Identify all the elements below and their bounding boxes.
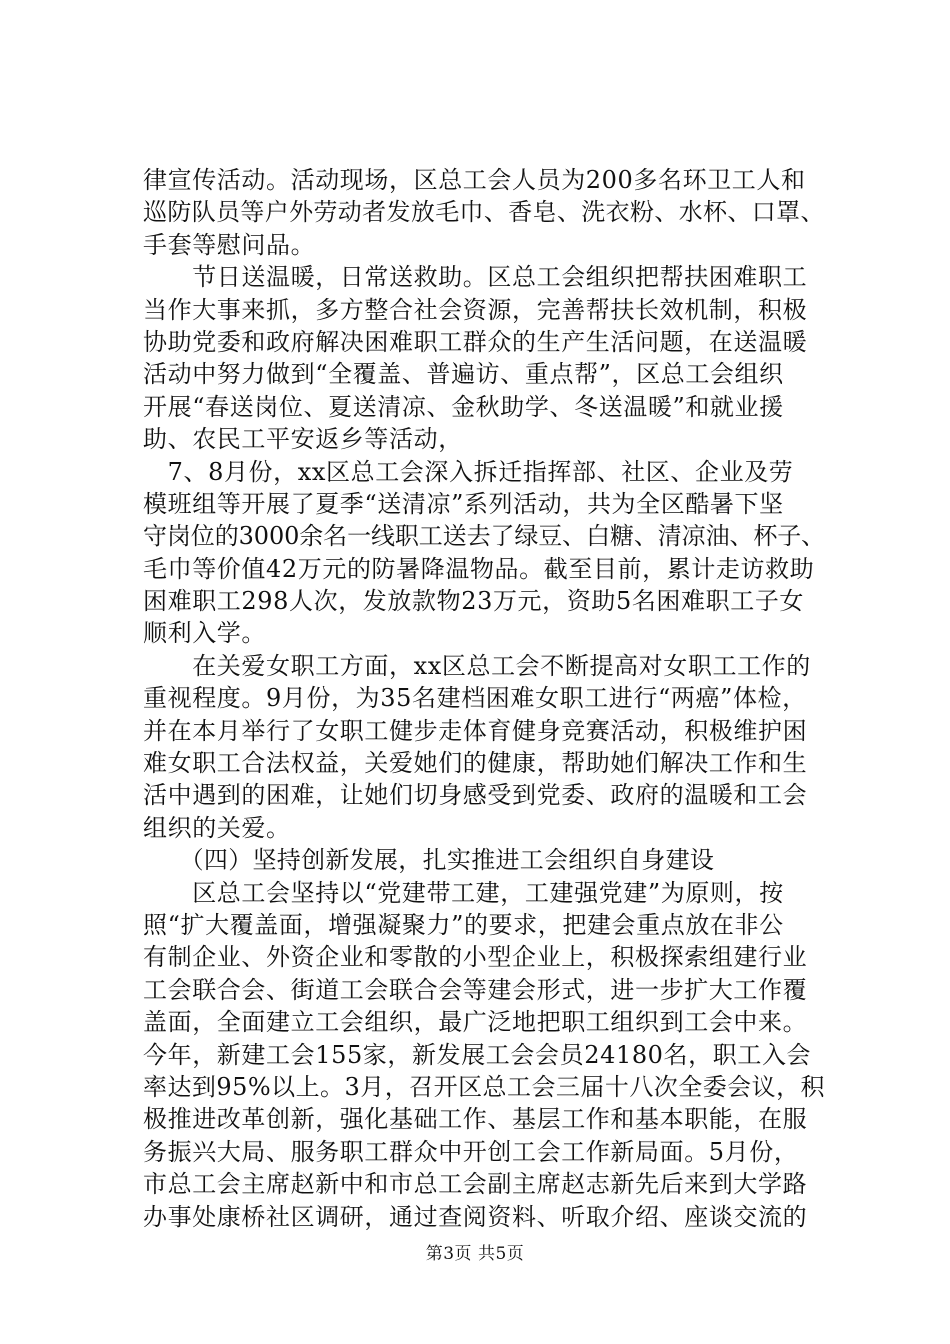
text-line: 开展“春送岗位、夏送清凉、金秋助学、冬送温暖”和就业援 xyxy=(143,392,784,421)
text-line: 办事处康桥社区调研，通过查阅资料、听取介绍、座谈交流的 xyxy=(143,1202,808,1231)
text-line: 困难职工298人次，发放款物23万元，资助5名困难职工子女 xyxy=(143,587,805,616)
text-line: 顺利入学。 xyxy=(143,619,266,648)
text-line: 巡防队员等户外劳动者发放毛巾、香皂、洗衣粉、水杯、口罩、 xyxy=(143,198,825,227)
text-line: 重视程度。9月份，为35名建档困难女职工进行“两癌”体检， xyxy=(143,684,807,713)
text-line: 极推进改革创新，强化基础工作、基层工作和基本职能，在服 xyxy=(143,1105,808,1134)
text-line: 手套等慰问品。 xyxy=(143,230,316,259)
text-line: 律宣传活动。活动现场，区总工会人员为200多名环卫工人和 xyxy=(143,166,806,194)
text-line: 助、农民工平安返乡等活动， xyxy=(143,425,463,454)
text-line: 有制企业、外资企业和零散的小型企业上，积极探索组建行业 xyxy=(143,943,808,972)
document-body xyxy=(143,164,825,1233)
text-line: 照“扩大覆盖面，增强凝聚力”的要求，把建会重点放在非公 xyxy=(143,910,784,939)
text-line: 区总工会坚持以“党建带工建，工建强党建”为原则，按 xyxy=(143,878,784,907)
text-line: 节日送温暖，日常送救助。区总工会组织把帮扶困难职工 xyxy=(143,263,808,292)
text-line: 今年，新建工会155家，新发展工会会员24180名，职工入会 xyxy=(143,1040,812,1069)
text-line: 盖面，全面建立工会组织，最广泛地把职工组织到工会中来。 xyxy=(143,1008,808,1037)
text-line: 组织的关爱。 xyxy=(143,813,291,842)
text-line: 难女职工合法权益，关爱她们的健康，帮助她们解决工作和生 xyxy=(143,749,808,778)
page-footer: 第3页 共5页 xyxy=(425,1244,525,1264)
text-line: 在关爱女职工方面，xx区总工会不断提高对女职工工作的 xyxy=(143,651,811,680)
text-line: 务振兴大局、服务职工群众中开创工会工作新局面。5月份， xyxy=(143,1137,799,1166)
text-line: 活中遇到的困难，让她们切身感受到党委、政府的温暖和工会 xyxy=(143,781,808,810)
text-line: 7、8月份，xx区总工会深入拆迁指挥部、社区、企业及劳 xyxy=(143,457,794,486)
text-line: 并在本月举行了女职工健步走体育健身竞赛活动，积极维护困 xyxy=(143,716,808,745)
text-line: 守岗位的3000余名一线职工送去了绿豆、白糖、清凉油、杯子、 xyxy=(143,522,826,551)
text-line: 工会联合会、街道工会联合会等建会形式，进一步扩大工作覆 xyxy=(143,975,808,1004)
text-line: 活动中努力做到“全覆盖、普遍访、重点帮”，区总工会组织 xyxy=(143,360,784,389)
text-line: 模班组等开展了夏季“送清凉”系列活动，共为全区酷暑下坚 xyxy=(143,489,784,518)
text-line: （四）坚持创新发展，扎实推进工会组织自身建设 xyxy=(143,846,715,875)
text-line: 当作大事来抓，多方整合社会资源，完善帮扶长效机制，积极 xyxy=(143,295,808,324)
text-line: 市总工会主席赵新中和市总工会副主席赵志新先后来到大学路 xyxy=(143,1170,808,1199)
text-line: 率达到95%以上。3月，召开区总工会三届十八次全委会议，积 xyxy=(143,1072,826,1101)
text-line: 协助党委和政府解决困难职工群众的生产生活问题，在送温暖 xyxy=(143,327,808,356)
text-line: 毛巾等价值42万元的防暑降温物品。截至目前，累计走访救助 xyxy=(143,554,815,583)
